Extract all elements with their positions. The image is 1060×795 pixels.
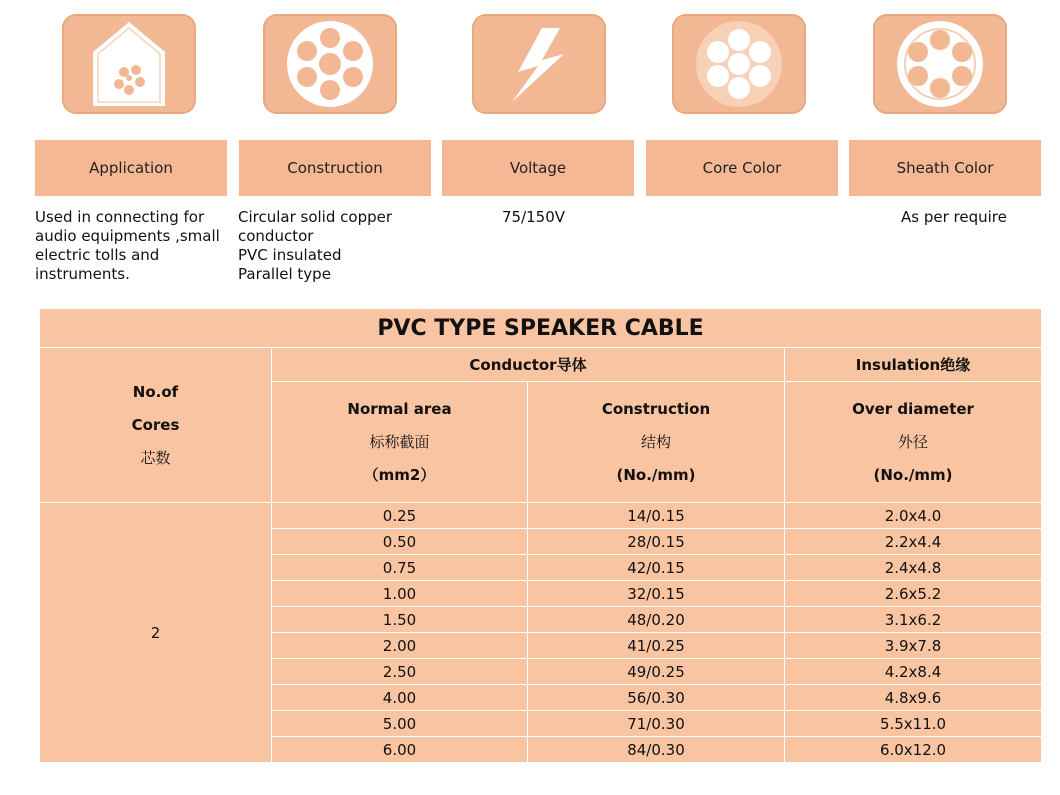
description-line: Used in connecting for bbox=[35, 208, 205, 226]
description-line: PVC insulated bbox=[238, 246, 342, 264]
diameter-cell: 2.4x4.8 bbox=[785, 555, 1042, 581]
cores-label-cn: 芯数 bbox=[140, 448, 171, 467]
cores-label-en-1: No.of bbox=[132, 382, 179, 401]
construction-cell: 71/0.30 bbox=[528, 711, 785, 737]
voltage-description: 75/150V bbox=[502, 208, 566, 226]
house-fan-icon bbox=[62, 14, 196, 114]
area-cell: 4.00 bbox=[272, 685, 528, 711]
over-diameter-en: Over diameter bbox=[852, 399, 974, 418]
construction-en: Construction bbox=[601, 399, 711, 418]
diameter-cell: 2.0x4.0 bbox=[785, 503, 1042, 529]
lightning-bolt-icon bbox=[472, 14, 606, 114]
area-cell: 0.25 bbox=[272, 503, 528, 529]
construction-cell: 49/0.25 bbox=[528, 659, 785, 685]
area-cell: 0.75 bbox=[272, 555, 528, 581]
insulation-group-header: Insulation绝缘 bbox=[785, 348, 1042, 382]
stranded-core-icon bbox=[672, 14, 806, 114]
cores-label-en-2: Cores bbox=[131, 415, 180, 434]
diameter-cell: 4.8x9.6 bbox=[785, 685, 1042, 711]
diameter-cell: 2.2x4.4 bbox=[785, 529, 1042, 555]
header-construction: Construction bbox=[239, 140, 431, 196]
diameter-cell: 3.9x7.8 bbox=[785, 633, 1042, 659]
construction-cn: 结构 bbox=[640, 432, 671, 451]
over-diameter-cn: 外径 bbox=[898, 432, 929, 451]
construction-cell: 84/0.30 bbox=[528, 737, 785, 763]
construction-cell: 48/0.20 bbox=[528, 607, 785, 633]
solid-conductor-icon bbox=[263, 14, 397, 114]
normal-area-en: Normal area bbox=[347, 399, 452, 418]
construction-description bbox=[238, 208, 392, 284]
description-line: audio equipments ,small bbox=[35, 227, 220, 245]
diameter-cell: 5.5x11.0 bbox=[785, 711, 1042, 737]
construction-cell: 32/0.15 bbox=[528, 581, 785, 607]
diameter-cell: 6.0x12.0 bbox=[785, 737, 1042, 763]
description-line: instruments. bbox=[35, 265, 130, 283]
header-core-color: Core Color bbox=[646, 140, 838, 196]
normal-area-unit: （mm2） bbox=[363, 465, 436, 484]
area-cell: 5.00 bbox=[272, 711, 528, 737]
area-cell: 2.50 bbox=[272, 659, 528, 685]
header-voltage: Voltage bbox=[442, 140, 634, 196]
diameter-cell: 2.6x5.2 bbox=[785, 581, 1042, 607]
normal-area-header bbox=[272, 382, 528, 503]
description-line: conductor bbox=[238, 227, 314, 245]
header-sheath-color: Sheath Color bbox=[849, 140, 1041, 196]
area-cell: 6.00 bbox=[272, 737, 528, 763]
cores-value: 2 bbox=[40, 503, 272, 763]
over-diameter-unit: (No./mm) bbox=[873, 465, 953, 484]
construction-header bbox=[528, 382, 785, 503]
construction-cell: 14/0.15 bbox=[528, 503, 785, 529]
over-diameter-header bbox=[785, 382, 1042, 503]
application-description bbox=[35, 208, 220, 284]
construction-cell: 28/0.15 bbox=[528, 529, 785, 555]
area-cell: 1.50 bbox=[272, 607, 528, 633]
sheath-color-description: As per require bbox=[901, 208, 1007, 226]
area-cell: 0.50 bbox=[272, 529, 528, 555]
sheath-ring-icon bbox=[873, 14, 1007, 114]
construction-cell: 56/0.30 bbox=[528, 685, 785, 711]
construction-cell: 42/0.15 bbox=[528, 555, 785, 581]
diameter-cell: 4.2x8.4 bbox=[785, 659, 1042, 685]
description-line: Circular solid copper bbox=[238, 208, 393, 226]
description-line: electric tolls and bbox=[35, 246, 160, 264]
area-cell: 2.00 bbox=[272, 633, 528, 659]
area-cell: 1.00 bbox=[272, 581, 528, 607]
table-row bbox=[40, 503, 1042, 529]
header-application: Application bbox=[35, 140, 227, 196]
construction-unit: (No./mm) bbox=[616, 465, 696, 484]
diameter-cell: 3.1x6.2 bbox=[785, 607, 1042, 633]
cores-header bbox=[40, 348, 272, 503]
construction-cell: 41/0.25 bbox=[528, 633, 785, 659]
speaker-cable-table bbox=[39, 308, 1042, 763]
table-title: PVC TYPE SPEAKER CABLE bbox=[40, 309, 1042, 348]
description-line: Parallel type bbox=[238, 265, 331, 283]
normal-area-cn: 标称截面 bbox=[369, 432, 430, 451]
conductor-group-header: Conductor导体 bbox=[272, 348, 785, 382]
